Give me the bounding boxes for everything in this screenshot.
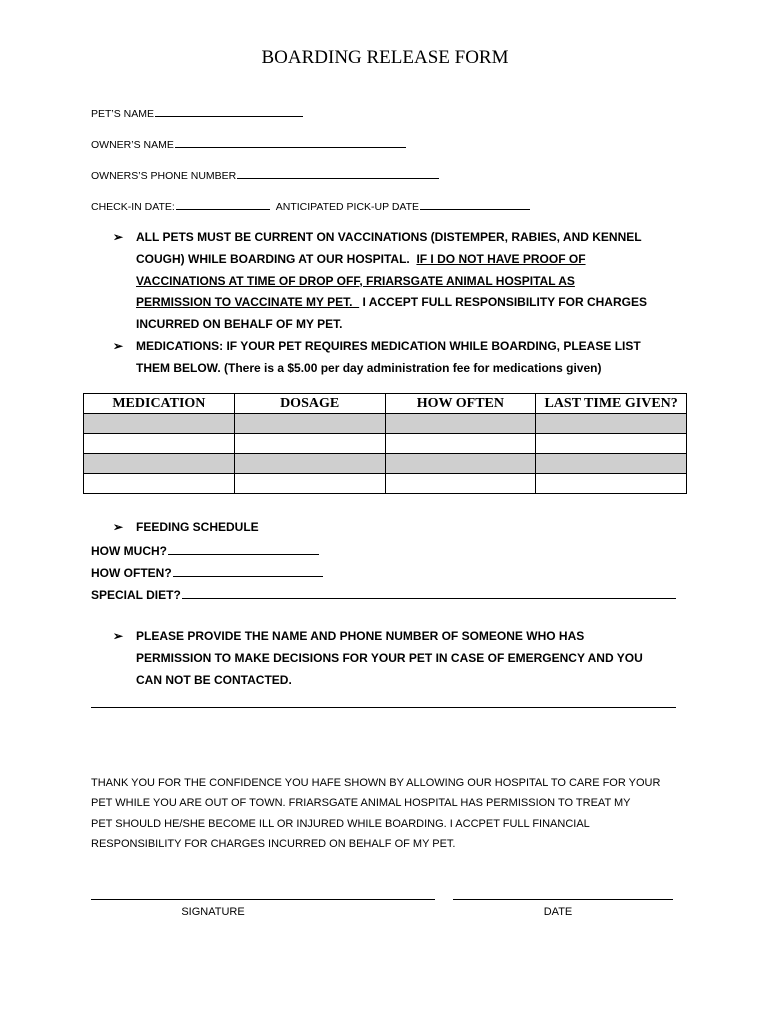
signature-line[interactable] xyxy=(91,899,435,900)
table-cell[interactable] xyxy=(84,474,235,494)
medication-table xyxy=(83,393,687,494)
header-dosage: DOSAGE xyxy=(234,394,385,414)
header-how-often: HOW OFTEN xyxy=(385,394,536,414)
how-often-label: HOW OFTEN? xyxy=(91,566,172,580)
table-row xyxy=(84,434,687,454)
emergency-line-2: PERMISSION TO MAKE DECISIONS FOR YOUR PET IN CASE OF EMERGENCY AND YOU xyxy=(136,650,643,665)
owner-name-blank[interactable] xyxy=(175,136,406,148)
table-cell[interactable] xyxy=(536,414,687,434)
vacc-line-5: INCURRED ON BEHALF OF MY PET. xyxy=(136,317,343,332)
table-row xyxy=(84,414,687,434)
table-cell[interactable] xyxy=(84,414,235,434)
vaccination-bullet xyxy=(0,227,770,337)
vacc-line-3-underlined: VACCINATIONS AT TIME OF DROP OFF, FRIARSGATE ANIMAL HOSPITAL AS xyxy=(136,273,575,288)
emergency-contact-blank[interactable] xyxy=(91,707,676,708)
vacc-line-2-underlined: IF I DO NOT HAVE PROOF OF xyxy=(416,251,586,266)
how-often-blank[interactable] xyxy=(173,563,323,577)
vacc-line-1: ALL PETS MUST BE CURRENT ON VACCINATIONS (DISTEMPER, RABIES, AND KENNEL xyxy=(136,230,642,244)
emergency-line-1: PLEASE PROVIDE THE NAME AND PHONE NUMBER OF SOMEONE WHO HAS xyxy=(136,629,585,643)
pet-name-label: PET’S NAME xyxy=(91,108,155,120)
arrow-icon: ➢ xyxy=(113,520,124,534)
table-cell[interactable] xyxy=(385,434,536,454)
table-cell[interactable] xyxy=(536,474,687,494)
how-much-label: HOW MUCH? xyxy=(91,544,167,558)
feeding-bullet xyxy=(0,517,770,539)
form-title: BOARDING RELEASE FORM xyxy=(261,47,509,68)
owner-name-label: OWNER’S NAME xyxy=(91,139,174,151)
arrow-icon: ➢ xyxy=(113,629,124,643)
emergency-bullet xyxy=(0,626,770,694)
vacc-line-4-underlined: PERMISSION TO VACCINATE MY PET. xyxy=(136,295,360,310)
signature-label: SIGNATURE xyxy=(181,906,245,918)
owner-phone-label: OWNERS’S PHONE NUMBER xyxy=(91,170,237,182)
arrow-icon: ➢ xyxy=(113,230,124,244)
table-cell[interactable] xyxy=(385,454,536,474)
table-cell[interactable] xyxy=(385,414,536,434)
date-line[interactable] xyxy=(453,899,673,900)
emergency-line-3: CAN NOT BE CONTACTED. xyxy=(136,672,292,687)
pickup-label: ANTICIPATED PICK-UP DATE xyxy=(275,201,420,213)
table-cell[interactable] xyxy=(385,474,536,494)
pet-name-blank[interactable] xyxy=(155,105,303,117)
thanks-line-1: THANK YOU FOR THE CONFIDENCE YOU HAFE SHOWN BY ALLOWING OUR HOSPITAL TO CARE FOR YOUR xyxy=(91,777,661,789)
table-cell[interactable] xyxy=(84,434,235,454)
meds-line-2: THEM BELOW. (There is a $5.00 per day administration fee for medications given) xyxy=(136,360,602,375)
vacc-line-4: I ACCEPT FULL RESPONSIBILITY FOR CHARGES xyxy=(359,295,647,310)
table-cell[interactable] xyxy=(536,454,687,474)
check-in-blank[interactable] xyxy=(176,198,270,210)
thanks-line-3: PET SHOULD HE/SHE BECOME ILL OR INJURED WHILE BOARDING. I ACCPET FULL FINANCIAL xyxy=(91,817,590,830)
table-cell[interactable] xyxy=(234,454,385,474)
special-diet-field xyxy=(91,585,676,602)
owner-name-field xyxy=(91,136,406,151)
table-cell[interactable] xyxy=(536,434,687,454)
header-last-time-given: LAST TIME GIVEN? xyxy=(536,394,687,414)
thanks-line-2: PET WHILE YOU ARE OUT OF TOWN. FRIARSGATE ANIMAL HOSPITAL HAS PERMISSION TO TREAT MY xyxy=(91,797,631,810)
dates-field xyxy=(91,198,530,213)
medications-bullet xyxy=(0,336,770,382)
how-often-field xyxy=(91,563,323,580)
owner-phone-blank[interactable] xyxy=(237,167,439,179)
special-diet-blank[interactable] xyxy=(182,585,676,599)
pet-name-field xyxy=(91,105,303,120)
table-row xyxy=(84,454,687,474)
special-diet-label: SPECIAL DIET? xyxy=(91,588,181,602)
check-in-label: CHECK-IN DATE: xyxy=(91,201,175,213)
meds-line-1: MEDICATIONS: IF YOUR PET REQUIRES MEDICATION WHILE BOARDING, PLEASE LIST xyxy=(136,339,641,353)
table-cell[interactable] xyxy=(84,454,235,474)
table-cell[interactable] xyxy=(234,434,385,454)
table-cell[interactable] xyxy=(234,414,385,434)
how-much-blank[interactable] xyxy=(168,541,319,555)
pickup-blank[interactable] xyxy=(420,198,530,210)
header-medication: MEDICATION xyxy=(84,394,235,414)
thanks-line-4: RESPONSIBILITY FOR CHARGES INCURRED ON BEHALF OF MY PET. xyxy=(91,837,456,850)
how-much-field xyxy=(91,541,319,558)
thank-you-paragraph xyxy=(91,773,691,854)
table-row xyxy=(84,474,687,494)
arrow-icon: ➢ xyxy=(113,339,124,353)
vacc-line-2: COUGH) WHILE BOARDING AT OUR HOSPITAL. xyxy=(136,251,417,266)
date-label: DATE xyxy=(543,906,573,918)
owner-phone-field xyxy=(91,167,439,182)
table-header-row xyxy=(84,394,687,414)
feeding-heading: FEEDING SCHEDULE xyxy=(136,520,259,534)
table-cell[interactable] xyxy=(234,474,385,494)
